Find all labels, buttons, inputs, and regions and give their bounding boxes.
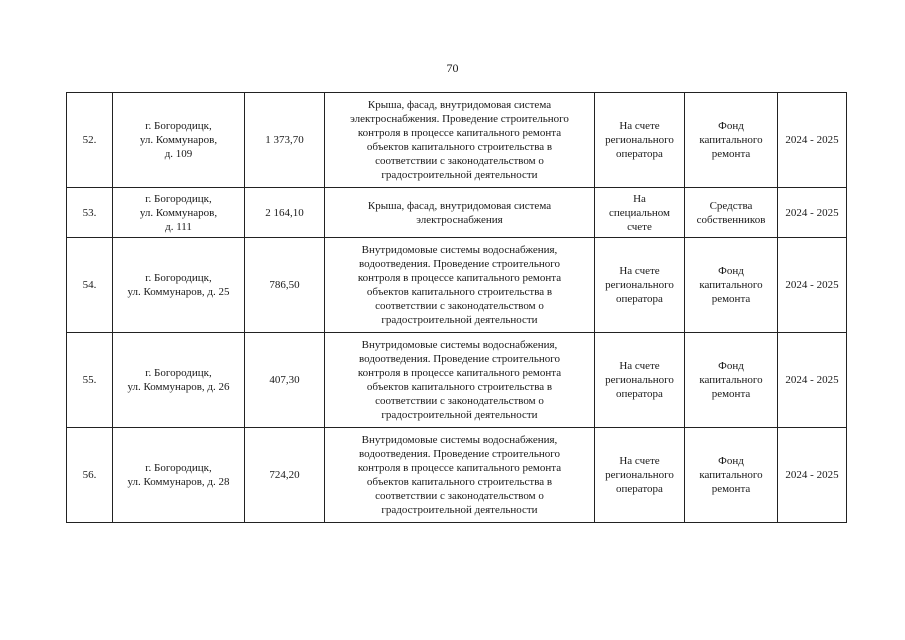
funding-line: капитального: [699, 469, 763, 481]
page-number: 70: [446, 61, 459, 75]
account-cell: [595, 93, 685, 188]
address-line: ул. Коммунаров, д. 26: [127, 381, 230, 393]
address-line: д. 109: [164, 148, 193, 160]
funding-source-cell: [685, 188, 778, 238]
address-cell: [113, 428, 245, 523]
row-number-cell: 52.: [67, 93, 113, 188]
address-line: ул. Коммунаров, д. 25: [127, 286, 230, 298]
address-line: г. Богородицк,: [145, 367, 212, 379]
account-line: На счете: [619, 455, 660, 467]
address-line: г. Богородицк,: [145, 120, 212, 132]
account-line: регионального: [605, 134, 674, 146]
funding-line: Фонд: [718, 455, 744, 467]
row-number-cell: 56.: [67, 428, 113, 523]
works-line: объектов капитального строительства в: [366, 381, 553, 393]
address-line: г. Богородицк,: [145, 272, 212, 284]
address-cell: [113, 188, 245, 238]
works-line: водоотведения. Проведение строительного: [359, 448, 560, 460]
works-line: контроля в процессе капитального ремонта: [357, 367, 562, 379]
account-line: оператора: [616, 293, 663, 305]
area-cell: 724,20: [245, 428, 325, 523]
table-row: [67, 428, 847, 523]
works-line: Крыша, фасад, внутридомовая система: [367, 199, 552, 212]
address-line: ул. Коммунаров, д. 28: [127, 476, 230, 488]
funding-line: Фонд: [718, 360, 744, 372]
funding-line: ремонта: [711, 148, 751, 160]
period-cell: 2024 - 2025: [778, 428, 847, 523]
works-line: объектов капитального строительства в: [366, 476, 553, 488]
works-line: Внутридомовые системы водоснабжения,: [361, 339, 558, 351]
account-line: оператора: [616, 148, 663, 160]
area-cell: 1 373,70: [245, 93, 325, 188]
row-number-cell: 53.: [67, 188, 113, 238]
funding-source-cell: [685, 93, 778, 188]
works-line: контроля в процессе капитального ремонта: [357, 462, 562, 474]
works-line: Внутридомовые системы водоснабжения,: [361, 244, 558, 256]
address-line: д. 111: [165, 220, 192, 233]
works-line: водоотведения. Проведение строительного: [359, 353, 560, 365]
works-line: контроля в процессе капитального ремонта: [357, 272, 562, 284]
table-row: [67, 238, 847, 333]
account-line: оператора: [616, 388, 663, 400]
account-line: На счете: [619, 360, 660, 372]
funding-line: капитального: [699, 374, 763, 386]
account-line: На: [633, 192, 646, 205]
account-cell: [595, 188, 685, 238]
funding-line: капитального: [699, 279, 763, 291]
account-cell: [595, 238, 685, 333]
table-row: [67, 188, 847, 238]
area-cell: 407,30: [245, 333, 325, 428]
account-cell: [595, 428, 685, 523]
funding-source-cell: [685, 428, 778, 523]
funding-line: Средства: [709, 199, 753, 212]
funding-line: собственников: [696, 213, 766, 226]
works-line: соответствии с законодательством о: [375, 300, 544, 312]
works-line: Внутридомовые системы водоснабжения,: [361, 434, 558, 446]
funding-line: ремонта: [711, 483, 751, 495]
works-line: контроля в процессе капитального ремонта: [357, 127, 562, 139]
address-cell: [113, 238, 245, 333]
funding-line: Фонд: [718, 120, 744, 132]
account-line: специальном: [608, 206, 671, 219]
address-line: г. Богородицк,: [145, 192, 212, 205]
account-line: счете: [627, 220, 652, 233]
works-cell: [325, 428, 595, 523]
funding-line: Фонд: [718, 265, 744, 277]
funding-line: капитального: [699, 134, 763, 146]
funding-line: ремонта: [711, 388, 751, 400]
account-line: оператора: [616, 483, 663, 495]
period-cell: 2024 - 2025: [778, 333, 847, 428]
row-number-cell: 55.: [67, 333, 113, 428]
works-line: градостроительной деятельности: [381, 169, 538, 181]
works-line: Крыша, фасад, внутридомовая система: [367, 99, 552, 111]
address-cell: [113, 93, 245, 188]
table-row: [67, 333, 847, 428]
works-line: объектов капитального строительства в: [366, 141, 553, 153]
works-line: градостроительной деятельности: [381, 409, 538, 421]
works-line: градостроительной деятельности: [381, 314, 538, 326]
works-line: электроснабжения. Проведение строительного: [350, 113, 569, 125]
address-line: ул. Коммунаров,: [139, 134, 218, 146]
address-line: ул. Коммунаров,: [139, 206, 218, 219]
row-number-cell: 54.: [67, 238, 113, 333]
works-line: соответствии с законодательством о: [375, 490, 544, 502]
works-line: объектов капитального строительства в: [366, 286, 553, 298]
works-line: градостроительной деятельности: [381, 504, 538, 516]
period-cell: 2024 - 2025: [778, 93, 847, 188]
works-cell: [325, 93, 595, 188]
works-cell: [325, 238, 595, 333]
works-cell: [325, 188, 595, 238]
address-cell: [113, 333, 245, 428]
account-line: На счете: [619, 265, 660, 277]
funding-line: ремонта: [711, 293, 751, 305]
account-cell: [595, 333, 685, 428]
works-line: водоотведения. Проведение строительного: [359, 258, 560, 270]
account-line: регионального: [605, 374, 674, 386]
period-cell: 2024 - 2025: [778, 238, 847, 333]
account-line: На счете: [619, 120, 660, 132]
repair-works-table: [66, 92, 847, 523]
period-cell: 2024 - 2025: [778, 188, 847, 238]
works-line: соответствии с законодательством о: [375, 155, 544, 167]
address-line: г. Богородицк,: [145, 462, 212, 474]
area-cell: 786,50: [245, 238, 325, 333]
account-line: регионального: [605, 469, 674, 481]
table-row: [67, 93, 847, 188]
funding-source-cell: [685, 238, 778, 333]
works-cell: [325, 333, 595, 428]
funding-source-cell: [685, 333, 778, 428]
area-cell: 2 164,10: [245, 188, 325, 238]
works-line: соответствии с законодательством о: [375, 395, 544, 407]
account-line: регионального: [605, 279, 674, 291]
works-line: электроснабжения: [416, 213, 503, 226]
